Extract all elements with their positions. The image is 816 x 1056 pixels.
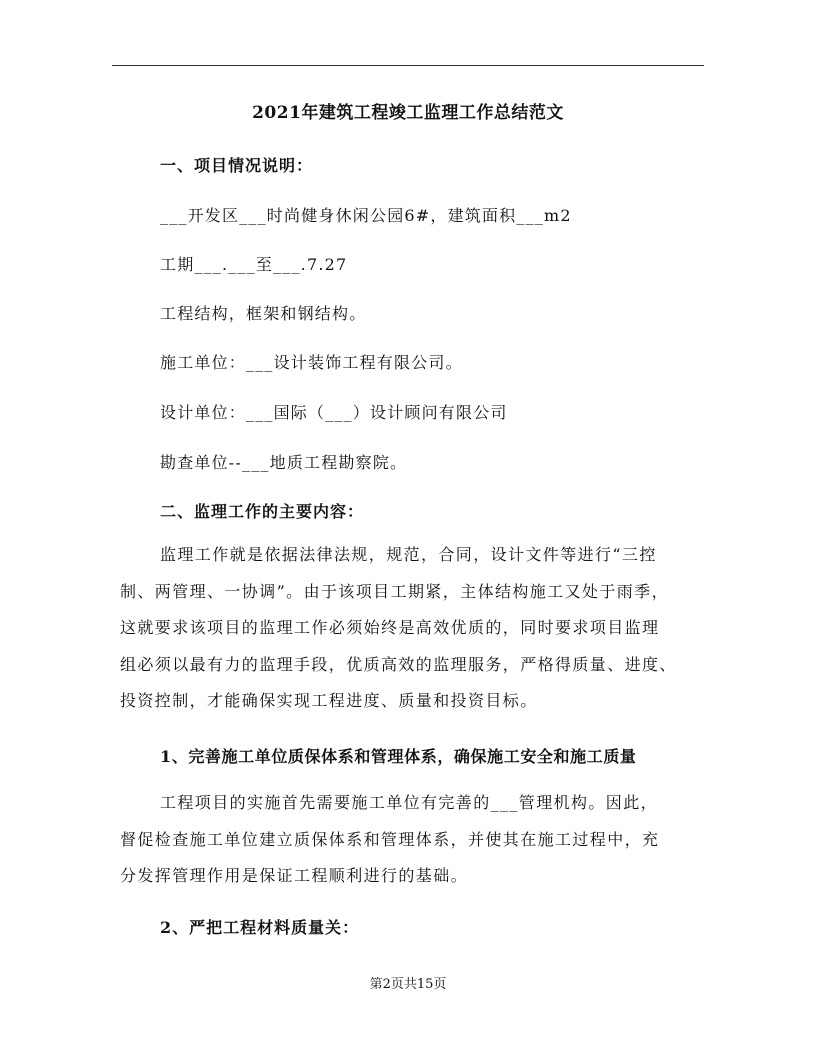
paragraph-line: 这就要求该项目的监理工作必须始终是高效优质的，同时要求项目监理	[120, 618, 660, 637]
item-1-paragraph	[120, 785, 659, 895]
paragraph-line: 工程项目的实施首先需要施工单位有完善的___管理机构。因此，	[160, 793, 659, 812]
project-structure-line: 工程结构，框架和钢结构。	[160, 304, 367, 323]
document-title: 2021年建筑工程竣工监理工作总结范文	[252, 103, 564, 123]
item-1-heading: 1、完善施工单位质保体系和管理体系，确保施工安全和施工质量	[160, 747, 637, 766]
paragraph-line: 组必须以最有力的监理手段，优质高效的监理服务，严格得质量、进度、	[120, 654, 677, 674]
construction-unit-line: 施工单位：___设计装饰工程有限公司。	[160, 353, 463, 372]
paragraph-line: 投资控制，才能确保实现工程进度、质量和投资目标。	[120, 691, 538, 710]
paragraph-line: 制、两管理、一协调”。由于该项目工期紧，主体结构施工又处于雨季，	[120, 581, 669, 601]
section-1-heading: 一、项目情况说明：	[160, 156, 314, 175]
project-period-line: 工期___.___至___.7.27	[160, 255, 348, 274]
page-indicator: 第2页共15页	[369, 977, 447, 992]
header-rule	[112, 65, 704, 66]
section-2-heading: 二、监理工作的主要内容：	[160, 502, 365, 521]
project-location-line: ___开发区___时尚健身休闲公园6#，建筑面积___m2	[160, 206, 572, 225]
paragraph-line: 分发挥管理作用是保证工程顺利进行的基础。	[120, 866, 469, 885]
design-unit-line: 设计单位：___国际（___）设计顾问有限公司	[160, 403, 508, 422]
paragraph-line: 督促检查施工单位建立质保体系和管理体系，并使其在施工过程中，充	[120, 829, 660, 849]
survey-unit-line: 勘查单位--___地质工程勘察院。	[160, 453, 408, 472]
section-2-paragraph	[120, 537, 677, 720]
paragraph-line: 监理工作就是依据法律法规，规范，合同，设计文件等进行“三控	[160, 545, 657, 564]
item-2-heading: 2、严把工程材料质量关：	[160, 918, 360, 937]
